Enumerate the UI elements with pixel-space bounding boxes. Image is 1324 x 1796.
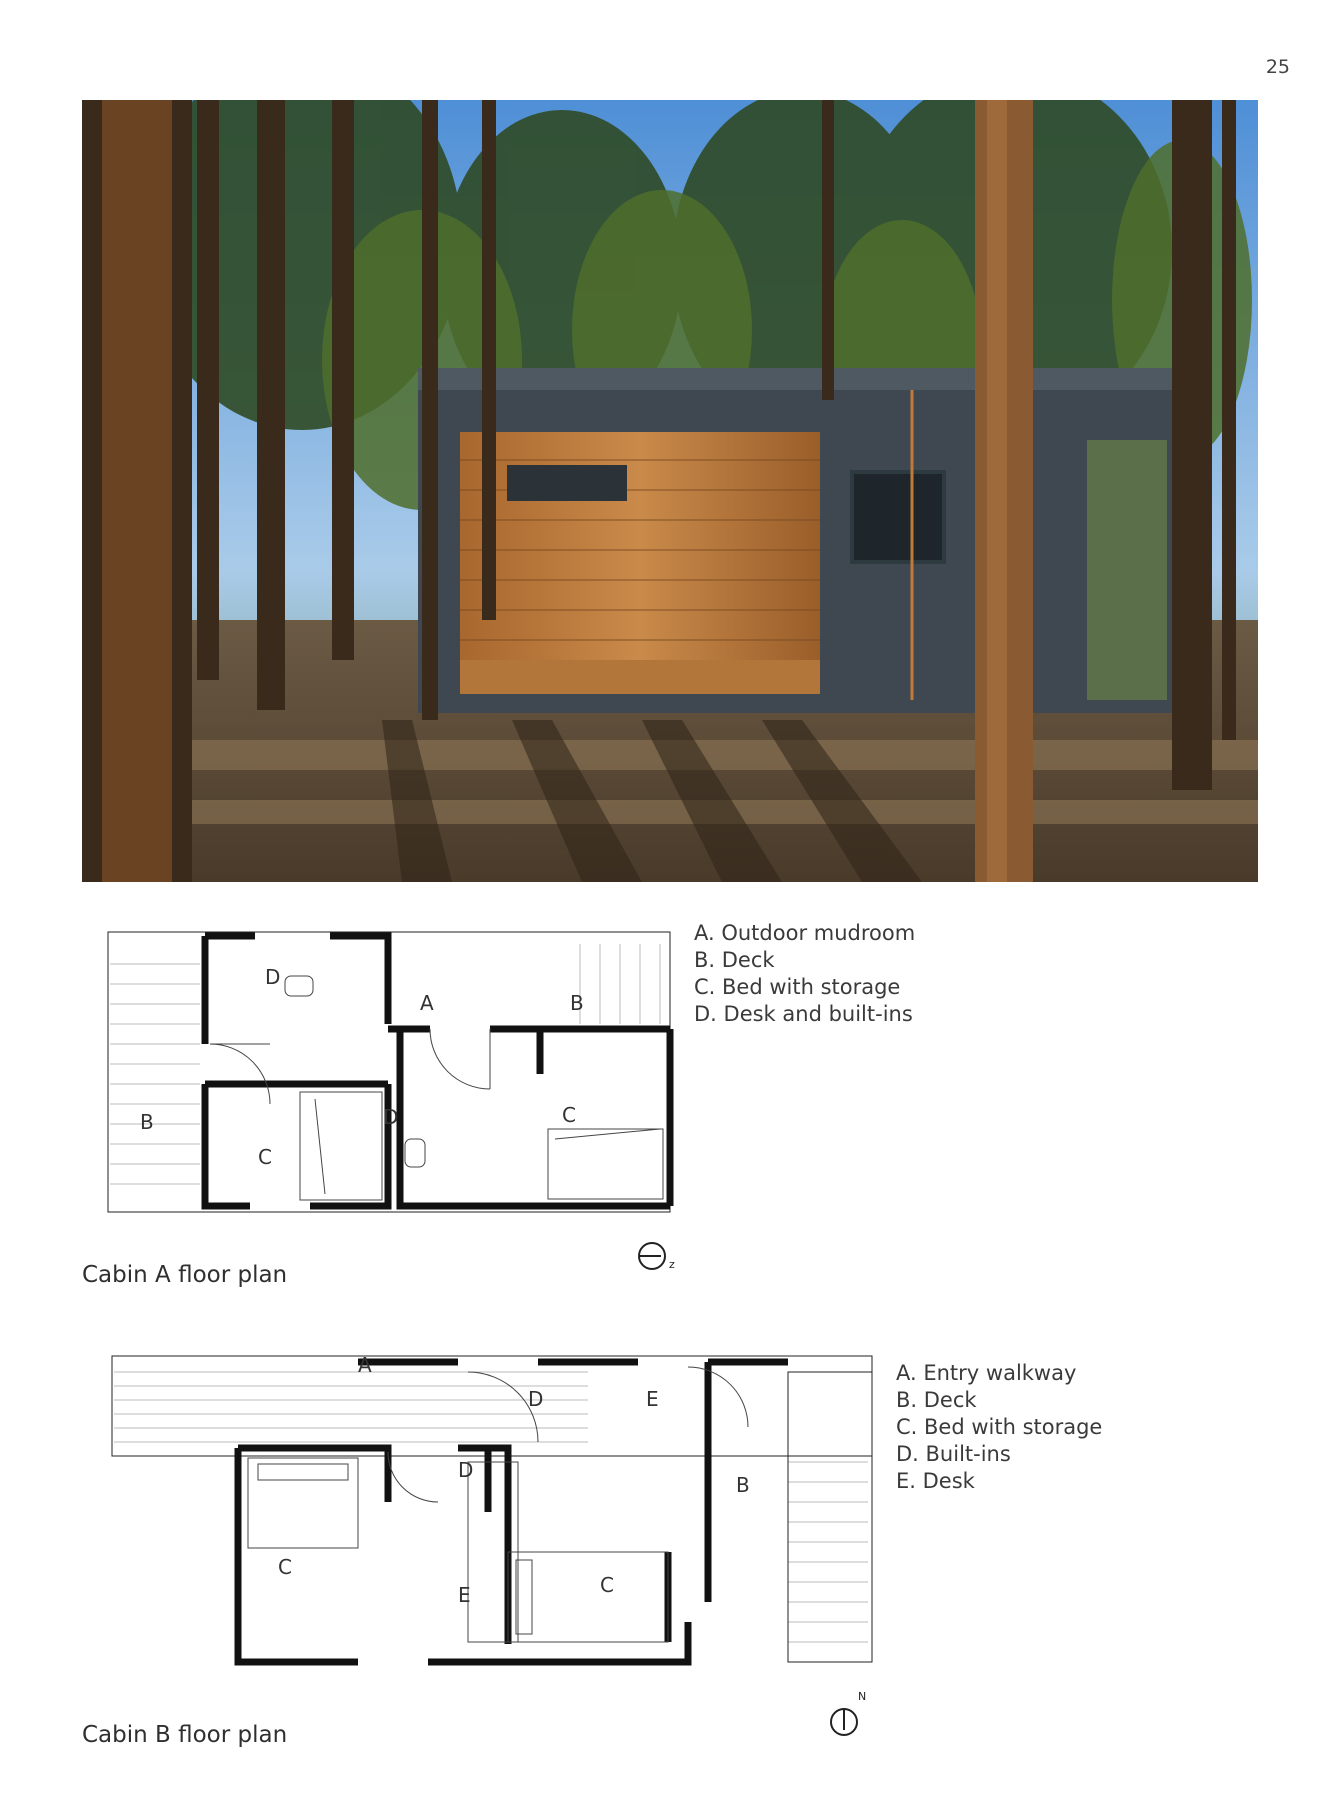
cabin-a-floor-plan xyxy=(100,924,680,1220)
legend-item: C. Bed with storage xyxy=(896,1415,1103,1439)
cabin-b-north-arrow xyxy=(828,1690,868,1740)
room-label-b: B xyxy=(570,991,584,1015)
legend-item: B. Deck xyxy=(694,948,775,972)
room-label-d: D xyxy=(458,1458,474,1482)
cabin-b-legend xyxy=(896,1360,1102,1495)
room-label-d: D xyxy=(265,965,281,989)
north-label: z xyxy=(669,1258,675,1271)
cabin-b-floor-plan xyxy=(108,1352,878,1672)
cabin-a-caption: Cabin A floor plan xyxy=(82,1262,288,1288)
room-label-c: C xyxy=(600,1573,614,1597)
room-label-b: B xyxy=(140,1110,154,1134)
room-label-c: C xyxy=(258,1145,272,1169)
cabin-b-caption: Cabin B floor plan xyxy=(82,1722,288,1748)
room-label-a: A xyxy=(420,991,434,1015)
room-label-e: E xyxy=(646,1387,659,1411)
legend-item: A. Outdoor mudroom xyxy=(694,921,916,945)
room-label-d: D xyxy=(383,1105,399,1129)
legend-item: B. Deck xyxy=(896,1388,977,1412)
legend-item: D. Built-ins xyxy=(896,1442,1011,1466)
cabin-photo xyxy=(82,100,1258,882)
cabin-a-north-arrow xyxy=(637,1240,677,1274)
legend-item: D. Desk and built-ins xyxy=(694,1002,913,1026)
legend-item: A. Entry walkway xyxy=(896,1361,1077,1385)
page-number: 25 xyxy=(1265,56,1290,78)
north-label: N xyxy=(858,1690,867,1703)
room-label-d: D xyxy=(528,1387,544,1411)
cabin-a-legend xyxy=(694,920,915,1028)
room-label-c: C xyxy=(562,1103,576,1127)
room-label-b: B xyxy=(736,1473,750,1497)
room-label-c: C xyxy=(278,1555,292,1579)
room-label-a: A xyxy=(358,1353,372,1377)
room-label-e: E xyxy=(458,1583,471,1607)
legend-item: E. Desk xyxy=(896,1469,975,1493)
legend-item: C. Bed with storage xyxy=(694,975,901,999)
